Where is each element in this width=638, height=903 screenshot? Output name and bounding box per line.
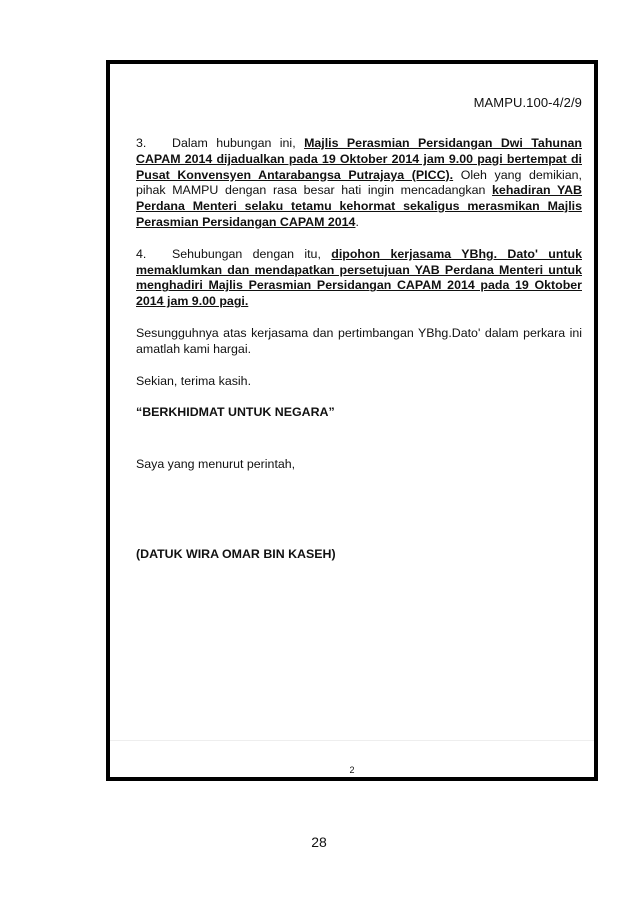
footer-divider — [110, 740, 594, 741]
closing-line: Sekian, terima kasih. — [136, 373, 252, 388]
paragraph-intro: Dalam hubungan ini, — [172, 136, 305, 150]
outer-page-number: 28 — [311, 834, 327, 850]
reference-number: MAMPU.100-4/2/9 — [473, 95, 582, 110]
scanned-letter-page — [106, 60, 598, 781]
paragraph-3 — [136, 136, 582, 231]
letter-body — [136, 136, 582, 575]
paragraph-number: 3. — [136, 136, 147, 150]
paragraph-text: Oleh yang demikian, pihak MAMPU dengan rasa besar hati ingin mencadangkan — [136, 167, 582, 198]
thanks-paragraph: Sesungguhnya atas kerjasama dan pertimbangan YBhg.Dato' dalam perkara ini amatlah kami hargai. — [136, 325, 582, 356]
paragraph-intro: Sehubungan dengan itu, — [172, 246, 332, 261]
underlined-text: dipohon kerjasama YBhg. Dato' untuk memaklumkan dan mendapatkan persetujuan YAB Perdana Menteri untuk menghadiri Majlis Perasmian Persidangan CAPAM 2014 pada 19 Oktober 2014 jam 9.00 pagi. — [136, 246, 582, 309]
underlined-text: Majlis Perasmian Persidangan Dwi Tahunan CAPAM 2014 dijadualkan pada 19 Oktober 2014 jam 9.00 pagi bertempat di Pusat Konvensyen Antarabangsa Putrajaya (PICC). — [136, 136, 582, 182]
motto: “BERKHIDMAT UNTUK NEGARA” — [136, 405, 335, 420]
paragraph-end: . — [355, 214, 359, 229]
signatory-name: (DATUK WIRA OMAR BIN KASEH) — [136, 546, 336, 561]
inner-page-number: 2 — [349, 765, 355, 775]
sign-off-line: Saya yang menurut perintah, — [136, 457, 296, 472]
underlined-text: kehadiran YAB Perdana Menteri selaku tetamu kehormat sekaligus merasmikan Majlis Perasmian Persidangan CAPAM 2014 — [136, 183, 582, 229]
paragraph-number: 4. — [136, 246, 147, 261]
paragraph-4 — [136, 247, 582, 310]
